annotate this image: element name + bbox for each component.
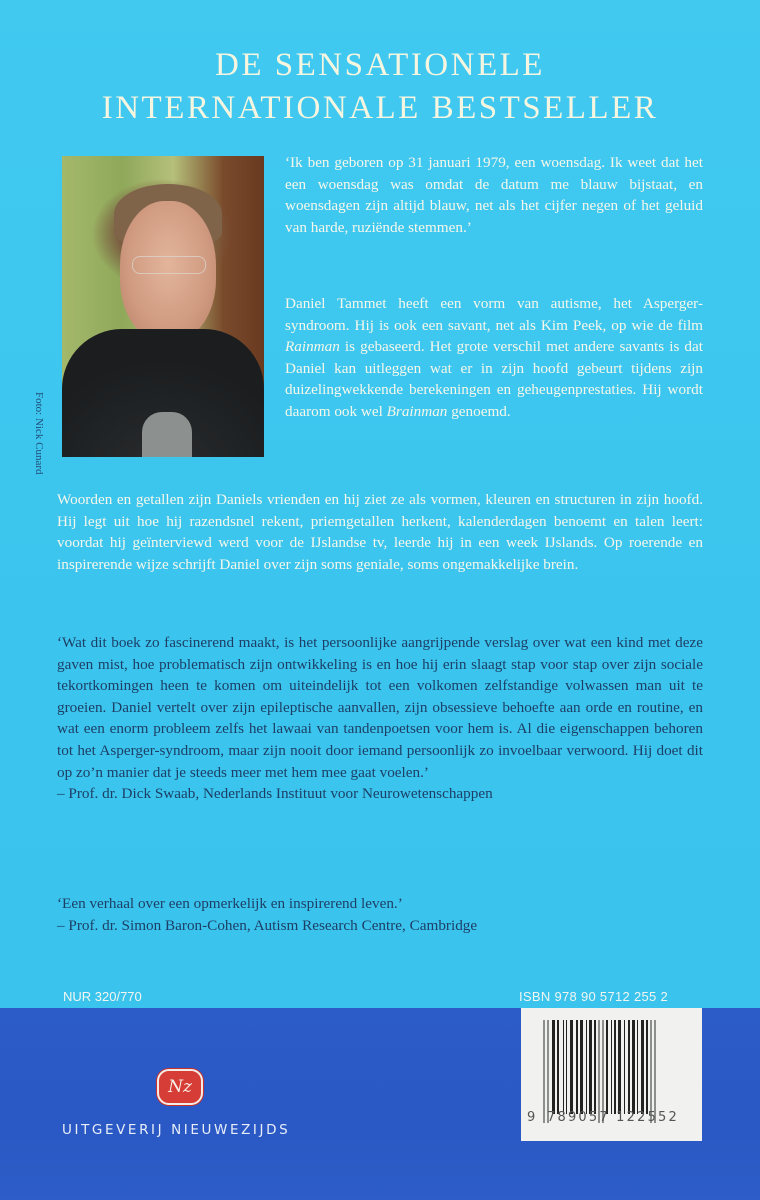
headline [0,44,760,130]
about-text-1: Daniel Tammet heeft een vorm van autisme, het Asperger-syndroom. Hij is ook een savant, net als Kim Peek, op wie de film [285,295,703,334]
photo-credit: Foto: Nick Cunard [33,392,45,475]
film-title-rainman: Rainman [285,338,340,356]
nickname-brainman: Brainman [386,402,448,420]
review-quote: ‘Een verhaal over een opmerkelijk en inspirerend leven.’ [57,895,403,912]
book-description: Woorden en getallen zijn Daniels vrienden en hij ziet ze als vormen, kleuren en structuren in zijn hoofd. Hij legt uit hoe hij razendsnel rekent, priemgetallen herkent, kalenderdagen benoemt en talen leert: voordat hij geïnterviewd werd voor de IJslandse tv, leerde hij in een week IJslands. Op roerende en inspirerende wijze schrijft Daniel over zijn soms geniale, soms ongemakkelijke brein. [57,491,703,573]
about-author [285,293,703,423]
barcode [521,1008,702,1141]
nur-code: NUR 320/770 [63,989,142,1004]
about-text-2: is gebaseerd. Het grote verschil met andere savants is dat Daniel kan uitleggen wat er in zijn hoofd gebeurt tijdens zijn duizelingwekkende berekeningen en geheugenprestaties. Hij wordt daarom ook wel [285,338,703,420]
review-attribution: – Prof. dr. Dick Swaab, Nederlands Instituut voor Neurowetenschappen [57,785,493,803]
barcode-first-digit: 9 [527,1110,538,1125]
barcode-digits [527,1110,699,1125]
headline-line-2: INTERNATIONALE BESTSELLER [101,90,659,126]
author-photo [62,156,264,457]
barcode-bars [543,1020,685,1123]
isbn-label: ISBN 978 90 5712 255 2 [519,989,668,1004]
about-text-3: genoemd. [447,402,511,420]
review-attribution: – Prof. dr. Simon Baron-Cohen, Autism Research Centre, Cambridge [57,916,478,934]
opening-quote: ‘Ik ben geboren op 31 januari 1979, een woensdag. Ik weet dat het een woensdag was omdat de datum me blauw bijstaat, en woensdagen zijn altijd blauw, net als het cijfer negen of het geluid van harde, ruziënde stemmen.’ [285,154,703,236]
publisher-name: UITGEVERIJ NIEUWEZIJDS [62,1122,291,1138]
publisher-logo-icon: Nz [157,1069,203,1105]
review-baron-cohen [57,893,703,936]
headline-line-1: DE SENSATIONELE [215,47,545,83]
photo-shirt [142,412,192,457]
barcode-number: 789057 122552 [547,1110,679,1125]
review-quote: ‘Wat dit boek zo fascinerend maakt, is het persoonlijke aangrijpende verslag over wat een kind met deze gaven mist, hoe problematisch zijn ontwikkeling is en hoe hij erin slaagt stap voor stap over zijn sociale tekortkomingen heen te komen om uiteindelijk tot een volkomen zelfstandige volwassen man uit te groeien. Daniel vertelt over zijn epileptische aanvallen, zijn obsessieve behoefte aan orde en routine, en wat een enorm probleem zelfs het lawaai van tandenpoetsen voor hem is. Al die eigenschappen behoren tot het Asperger-syndroom, maar zijn nooit door iemand persoonlijk zo invoelbaar verwoord. Hij doet dit op zo’n manier dat je steeds meer met hem mee gaat voelen.’ [57,634,703,781]
photo-glasses [132,256,206,274]
review-swaab [57,632,703,805]
